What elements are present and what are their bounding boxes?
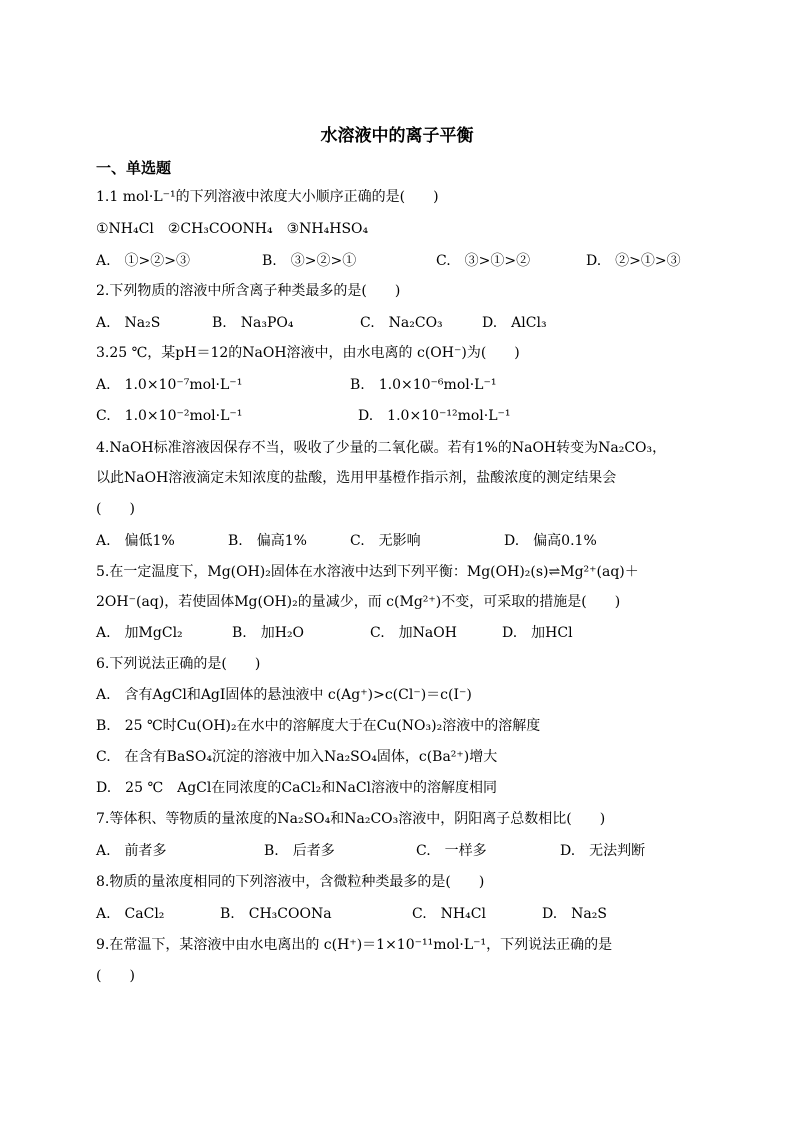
question-5-option-c: C. 加NaOH	[370, 625, 457, 641]
question-2-option-b: B. Na₃PO₄	[212, 315, 294, 331]
question-8-stem: 8.物质的量浓度相同的下列溶液中，含微粒种类最多的是( )	[96, 874, 485, 890]
question-5-stem-line2: 2OH⁻(aq)，若使固体Mg(OH)₂的量减少，而 c(Mg²⁺)不变，可采取的措施是( )	[96, 594, 621, 610]
question-9-stem-line2: ( )	[96, 968, 135, 984]
question-3-option-c: C. 1.0×10⁻²mol·L⁻¹	[96, 408, 243, 424]
question-1-stem: 1.1 mol·L⁻¹的下列溶液中浓度大小顺序正确的是( )	[96, 189, 439, 205]
question-3-option-a: A. 1.0×10⁻⁷mol·L⁻¹	[96, 377, 243, 393]
question-1-stem-line2: ①NH₄Cl ②CH₃COONH₄ ③NH₄HSO₄	[96, 221, 369, 237]
question-7-option-b: B. 后者多	[264, 843, 335, 859]
question-4-option-d: D. 偏高0.1%	[504, 533, 597, 549]
question-6-option-a: A. 含有AgCl和AgI固体的悬浊液中 c(Ag⁺)>c(Cl⁻)＝c(I⁻)	[96, 687, 472, 703]
question-7-option-a: A. 前者多	[96, 843, 167, 859]
question-6-stem: 6.下列说法正确的是( )	[96, 656, 261, 672]
question-8-option-d: D. Na₂S	[542, 906, 607, 922]
question-7-option-c: C. 一样多	[416, 843, 487, 859]
question-4-option-b: B. 偏高1%	[228, 533, 307, 549]
question-6-option-b: B. 25 ℃时Cu(OH)₂在水中的溶解度大于在Cu(NO₃)₂溶液中的溶解度	[96, 718, 541, 734]
question-2-option-a: A. Na₂S	[96, 315, 161, 331]
question-7-option-d: D. 无法判断	[560, 843, 646, 859]
question-2-stem: 2.下列物质的溶液中所含离子种类最多的是( )	[96, 283, 401, 299]
question-5-option-b: B. 加H₂O	[232, 625, 305, 641]
question-4-stem: 4.NaOH标准溶液因保存不当，吸收了少量的二氧化碳。若有1%的NaOH转变为Na₂CO₃，	[96, 440, 667, 456]
question-3-stem: 3.25 ℃，某pH＝12的NaOH溶液中，由水电离的 c(OH⁻)为( )	[96, 345, 520, 361]
question-2-option-d: D. AlCl₃	[482, 315, 547, 331]
question-1-option-c: C. ③>①>②	[436, 253, 531, 269]
question-8-option-c: C. NH₄Cl	[412, 906, 486, 922]
question-8-option-b: B. CH₃COONa	[220, 906, 332, 922]
question-4-option-a: A. 偏低1%	[96, 533, 175, 549]
section-heading: 一、单选题	[96, 159, 172, 177]
question-6-option-d: D. 25 ℃ AgCl在同浓度的CaCl₂和NaCl溶液中的溶解度相同	[96, 780, 498, 796]
question-4-stem-line2: 以此NaOH溶液滴定未知浓度的盐酸，选用甲基橙作指示剂，盐酸浓度的测定结果会	[96, 470, 617, 486]
question-9-stem: 9.在常温下，某溶液中由水电离出的 c(H⁺)＝1×10⁻¹¹mol·L⁻¹，下列说法正确的是	[96, 937, 613, 953]
question-5-option-d: D. 加HCl	[502, 625, 573, 641]
question-4-option-c: C. 无影响	[350, 533, 421, 549]
question-7-stem: 7.等体积、等物质的量浓度的Na₂SO₄和Na₂CO₃溶液中，阴阳离子总数相比( )	[96, 811, 606, 827]
question-5-option-a: A. 加MgCl₂	[96, 625, 183, 641]
question-6-option-c: C. 在含有BaSO₄沉淀的溶液中加入Na₂SO₄固体，c(Ba²⁺)增大	[96, 749, 498, 765]
question-3-option-d: D. 1.0×10⁻¹²mol·L⁻¹	[358, 408, 511, 424]
question-5-stem: 5.在一定温度下，Mg(OH)₂固体在水溶液中达到下列平衡：Mg(OH)₂(s)⇌Mg²⁺(aq)＋	[96, 564, 639, 580]
question-3-option-b: B. 1.0×10⁻⁶mol·L⁻¹	[350, 377, 497, 393]
question-1-option-b: B. ③>②>①	[262, 253, 357, 269]
question-8-option-a: A. CaCl₂	[96, 906, 165, 922]
question-1-option-a: A. ①>②>③	[96, 253, 191, 269]
question-1-option-d: D. ②>①>③	[586, 253, 681, 269]
question-4-stem-line3: ( )	[96, 501, 135, 517]
question-2-option-c: C. Na₂CO₃	[360, 315, 443, 331]
page-title: 水溶液中的离子平衡	[320, 126, 474, 146]
